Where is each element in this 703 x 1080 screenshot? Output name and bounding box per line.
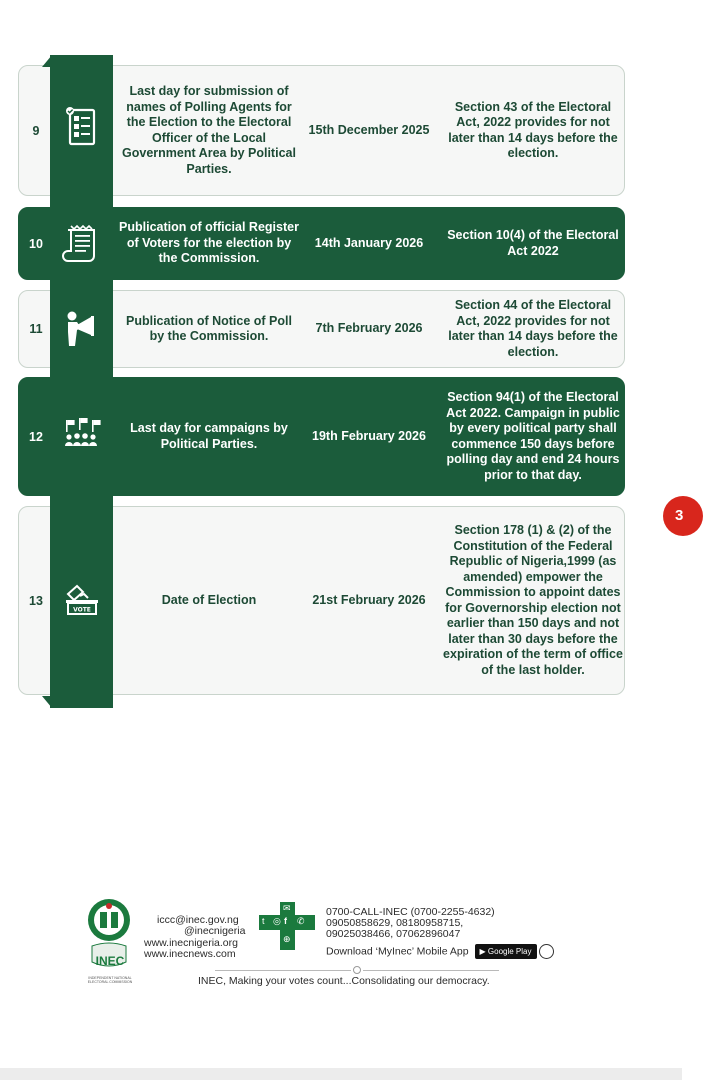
- row-number: 9: [32, 123, 40, 138]
- row-number: 12: [29, 429, 43, 444]
- inec-logo: [84, 898, 136, 986]
- row-date: 14th January 2026: [314, 235, 424, 250]
- row-date: 21st February 2026: [312, 592, 426, 607]
- footer-phone-3[interactable]: 09025038466, 07062896047: [326, 928, 461, 940]
- page-side-tab: 3: [663, 496, 703, 536]
- google-play-badge[interactable]: ▶ Google Play: [475, 944, 537, 959]
- footer-social-handle[interactable]: @inecnigeria: [184, 925, 246, 937]
- footer-email[interactable]: iccc@inec.gov.ng: [157, 914, 239, 926]
- svg-text:VOTE: VOTE: [73, 606, 91, 614]
- footer-website-2[interactable]: www.inecnews.com: [144, 948, 236, 960]
- row-event: Date of Election: [161, 592, 257, 607]
- row-event: Publication of Notice of Poll by the Commission.: [126, 313, 292, 343]
- row-legal-basis: Section 10(4) of the Electoral Act 2022: [447, 228, 619, 258]
- row-legal-basis: Section 44 of the Electoral Act, 2022 provides for not later than 14 days before the election.: [448, 298, 618, 359]
- footer-separator-left: [215, 970, 351, 971]
- phone-icon[interactable]: ✆: [297, 916, 305, 926]
- page-bottom-bar: [0, 1068, 682, 1080]
- footer-website-1[interactable]: www.inecnigeria.org: [144, 937, 238, 949]
- footer-phone-1[interactable]: 0700-CALL-INEC (0700-2255-4632): [326, 906, 495, 918]
- ballot-box-icon: [58, 576, 106, 624]
- row-date: 19th February 2026: [312, 428, 426, 443]
- register-scroll-icon: [58, 220, 106, 268]
- megaphone-icon: [58, 305, 106, 353]
- app-store-icon[interactable]: [539, 944, 554, 959]
- globe-icon[interactable]: ⊕: [283, 934, 291, 944]
- inec-logo-text: INEC: [95, 954, 125, 968]
- footer-contacts: [326, 907, 554, 959]
- inec-logo-subtext: INDEPENDENT NATIONAL ELECTORAL COMMISSION: [87, 976, 133, 984]
- contact-icons-cross: [259, 902, 315, 950]
- row-number: 13: [29, 593, 43, 608]
- row-event: Last day for campaigns by Political Parties.: [130, 421, 288, 451]
- twitter-icon[interactable]: t: [262, 916, 265, 926]
- row-event: Last day for submission of names of Polling Agents for the Election to the Electoral Officer of the Local Government Area by Political Parties.: [122, 84, 296, 176]
- instagram-icon[interactable]: ◎: [273, 916, 281, 926]
- row-number: 11: [29, 322, 43, 336]
- footer-phone-2[interactable]: 09050858629, 08180958715,: [326, 917, 464, 929]
- agent-list-icon: [58, 104, 106, 152]
- inec-emblem-icon: [84, 898, 136, 986]
- footer-separator-dot: [353, 966, 361, 974]
- row-legal-basis: Section 94(1) of the Electoral Act 2022. Campaign in public by every political party shall commence 150 days before polling day and end 24 hours prior to that day.: [446, 390, 620, 482]
- row-date: 15th December 2025: [308, 122, 430, 137]
- footer-slogan: INEC, Making your votes count...Consolidating our democracy.: [198, 975, 490, 987]
- row-legal-basis: Section 178 (1) & (2) of the Constitution of the Federal Republic of Nigeria,1999 (as amended) empower the Commission to appoint dates for Governorship election not earlier than 150 days and not later than 30 days before the expiration of the term of office of the last holder.: [443, 523, 623, 677]
- campaign-crowd-icon: [58, 410, 106, 458]
- row-legal-basis: Section 43 of the Electoral Act, 2022 provides for not later than 14 days before the election.: [448, 99, 618, 160]
- footer-app-line: [326, 944, 554, 959]
- footer-app-text: Download ‘MyInec’ Mobile App: [326, 945, 469, 958]
- footer-separator-right: [363, 970, 499, 971]
- facebook-icon[interactable]: f: [284, 916, 287, 926]
- row-event: Publication of official Register of Voters for the election by the Commission.: [119, 220, 299, 266]
- row-date: 7th February 2026: [315, 321, 423, 336]
- mail-icon[interactable]: ✉: [283, 903, 291, 913]
- row-number: 10: [29, 236, 43, 251]
